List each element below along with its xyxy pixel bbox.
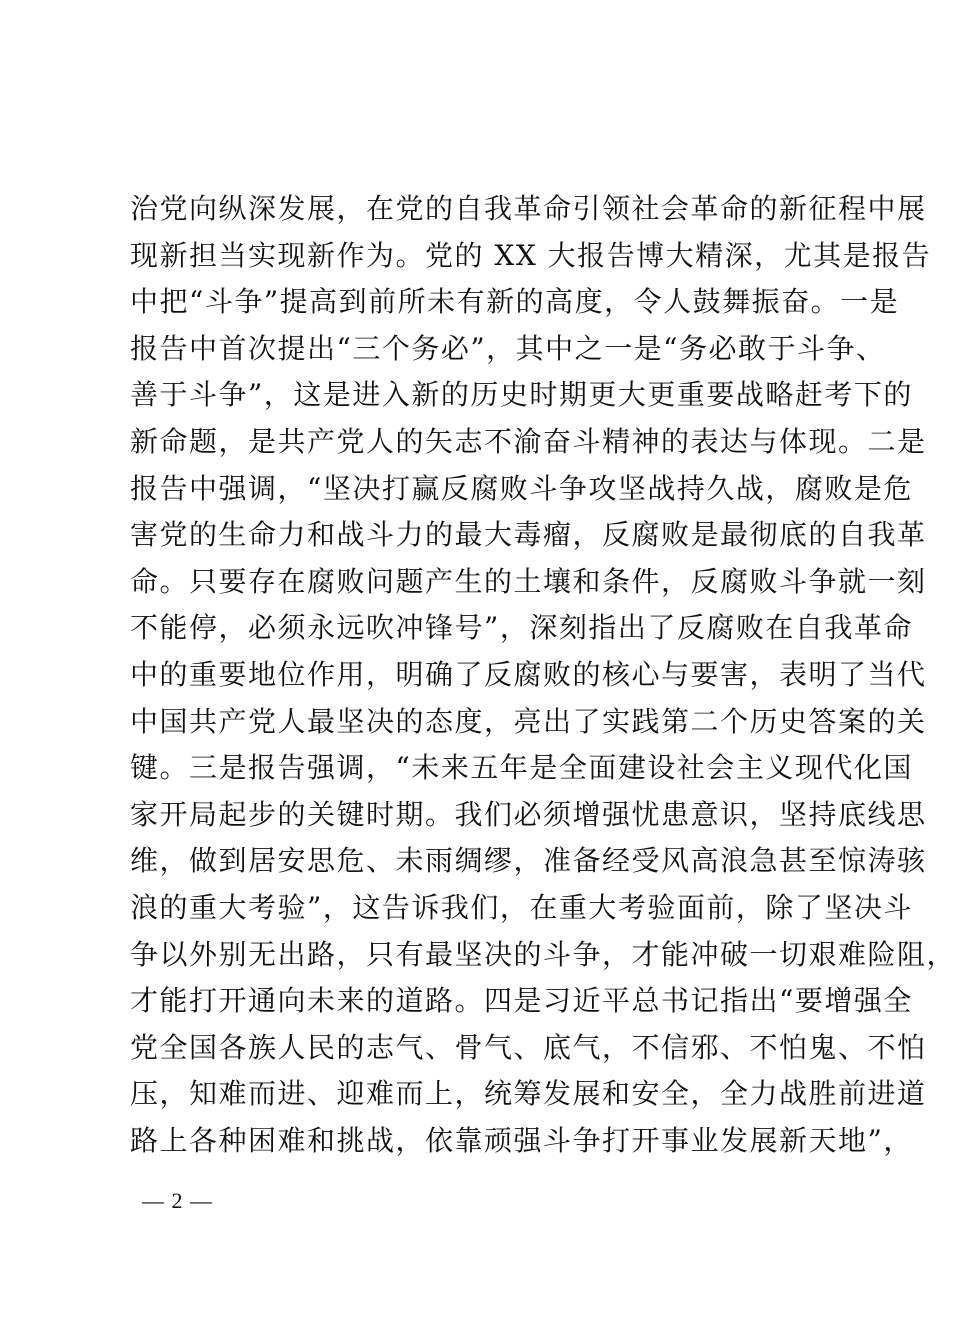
text-line: 中国共产党人最坚决的态度，亮出了实践第二个历史答案的关 [130, 704, 927, 738]
text-line: 不能停，必须永远吹冲锋号”，深刻指出了反腐败在自我革命 [130, 611, 913, 645]
text-line: 现新担当实现新作为。党的 XX 大报告博大精深，尤其是报告 [130, 238, 932, 272]
text-line: 治党向纵深发展，在党的自我革命引领社会革命的新征程中展 [130, 192, 927, 225]
text-line: 中的重要地位作用，明确了反腐败的核心与要害，表明了当代 [130, 657, 927, 691]
text-line: 压，知难而进、迎难而上，统筹发展和安全，全力战胜前进道 [130, 1077, 927, 1111]
text-line: 浪的重大考验”，这告诉我们，在重大考验面前，除了坚决斗 [130, 890, 913, 924]
text-line: 争以外别无出路，只有最坚决的斗争，才能冲破一切艰难险阻， [130, 937, 956, 971]
text-line: 报告中首次提出“三个务必”，其中之一是“务必敢于斗争、 [130, 331, 886, 365]
text-line: 报告中强调，“坚决打赢反腐败斗争攻坚战持久战，腐败是危 [130, 471, 913, 505]
text-line: 路上各种困难和挑战，依靠顽强斗争打开事业发展新天地”， [130, 1123, 913, 1157]
text-line: 党全国各族人民的志气、骨气、底气，不信邪、不怕鬼、不怕 [130, 1030, 927, 1064]
text-line: 害党的生命力和战斗力的最大毒瘤，反腐败是最彻底的自我革 [130, 518, 927, 552]
text-line: 维，做到居安思危、未雨绸缪，准备经受风高浪急甚至惊涛骇 [130, 844, 927, 878]
text-line: 命。只要存在腐败问题产生的土壤和条件，反腐败斗争就一刻 [130, 564, 927, 598]
body-text [130, 186, 956, 1164]
text-line: 善于斗争”，这是进入新的历史时期更大更重要战略赶考下的 [130, 378, 913, 412]
page-number: — 2 — [142, 1188, 213, 1213]
text-line: 新命题，是共产党人的矢志不渝奋斗精神的表达与体现。二是 [130, 424, 927, 458]
text-line: 才能打开通向未来的道路。四是习近平总书记指出“要增强全 [130, 984, 913, 1018]
text-line: 家开局起步的关键时期。我们必须增强忧患意识，坚持底线思 [130, 797, 927, 831]
text-line: 中把“斗争”提高到前所未有新的高度，令人鼓舞振奋。一是 [130, 285, 900, 319]
text-line: 键。三是报告强调，“未来五年是全面建设社会主义现代化国 [130, 751, 913, 785]
